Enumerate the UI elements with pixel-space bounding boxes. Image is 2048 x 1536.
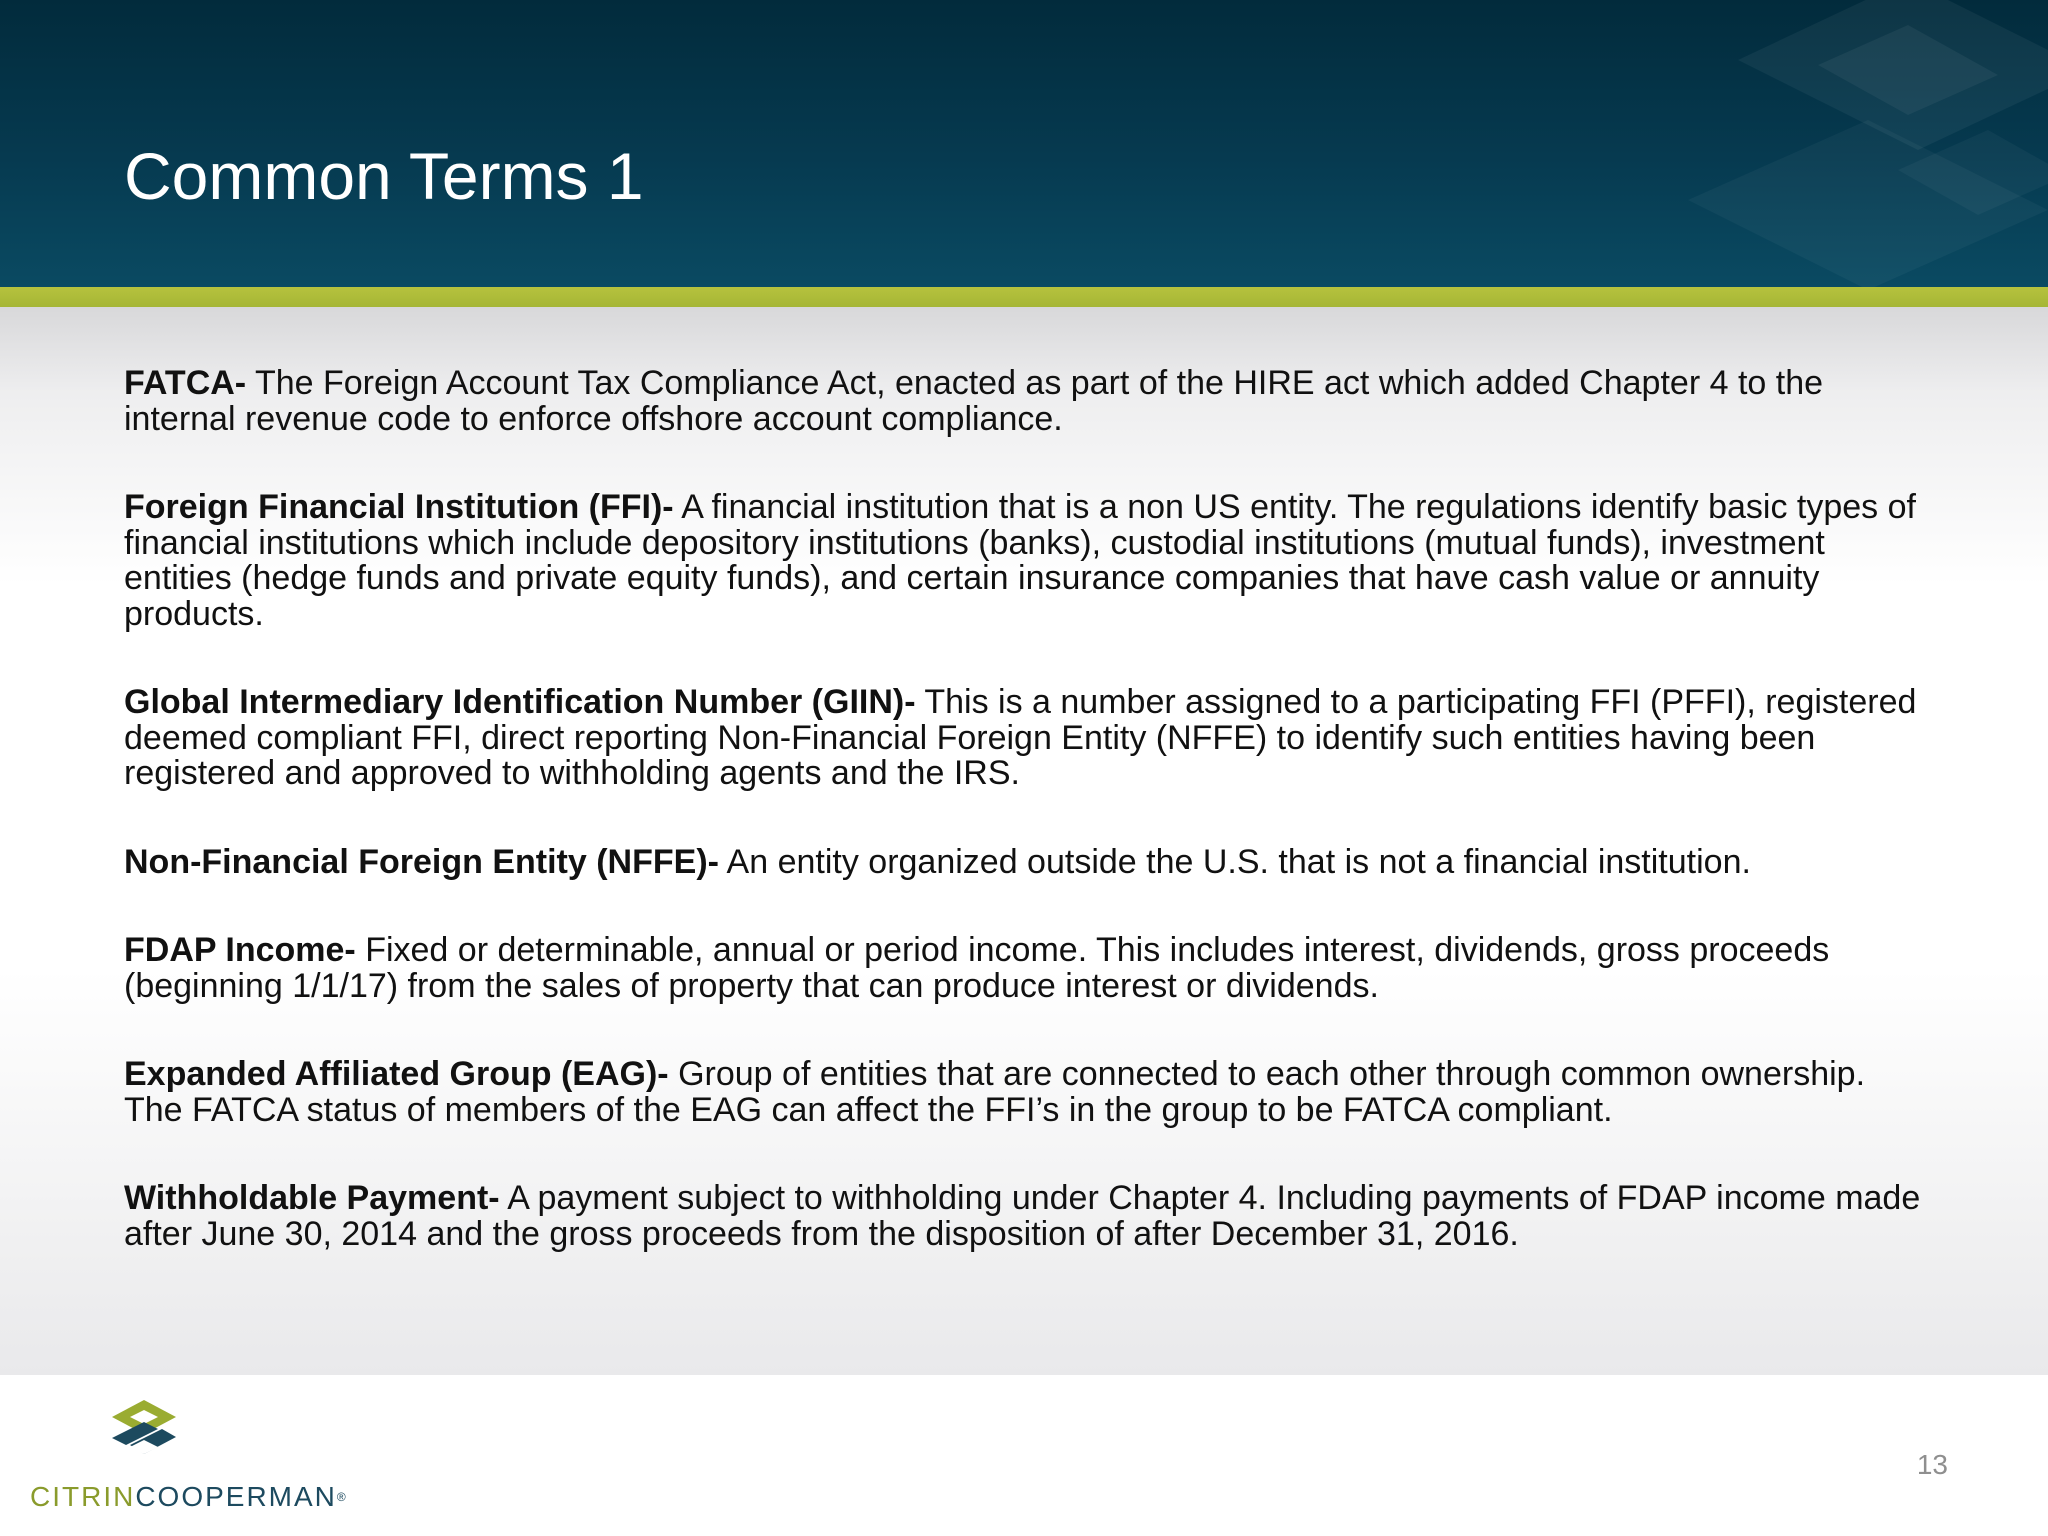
term-nffe bbox=[124, 842, 1924, 881]
term-name: FATCA- bbox=[124, 364, 247, 402]
citrin-cooperman-logo-icon bbox=[96, 1400, 192, 1470]
term-fdap-income bbox=[124, 933, 1924, 1004]
slide-title: Common Terms 1 bbox=[124, 139, 644, 213]
term-name: Withholdable Payment- bbox=[124, 1179, 500, 1217]
header-decoration-icon bbox=[1568, 0, 2048, 287]
term-withholdable-payment bbox=[124, 1181, 1924, 1252]
term-definition: An entity organized outside the U.S. that is not a financial institution. bbox=[718, 842, 1751, 881]
terms-list bbox=[124, 366, 1924, 1305]
header-banner bbox=[0, 0, 2048, 287]
page-number: 13 bbox=[1916, 1449, 1948, 1480]
term-name: Non-Financial Foreign Entity (NFFE)- bbox=[124, 842, 719, 881]
term-name: Expanded Affiliated Group (EAG)- bbox=[124, 1055, 669, 1093]
term-ffi bbox=[124, 490, 1924, 632]
term-name: Global Intermediary Identification Number (GIIN)- bbox=[124, 683, 916, 721]
accent-bar bbox=[0, 287, 2048, 307]
term-definition: Fixed or determinable, annual or period income. This includes interest, dividends, gross proceeds (beginning 1/1/17) from the sales of property that can produce interest or dividends. bbox=[124, 931, 1830, 1005]
term-definition: Group of entities that are connected to each other through common ownership. The FATCA status of members of the EAG can affect the FFI’s in the group to be FATCA compliant. bbox=[124, 1055, 1866, 1129]
term-eag bbox=[124, 1057, 1924, 1128]
company-logo-text bbox=[30, 1480, 348, 1514]
term-giin bbox=[124, 685, 1924, 792]
term-name: FDAP Income- bbox=[124, 931, 356, 969]
term-definition: A financial institution that is a non US entity. The regulations identify basic types of financial institutions which include depository institutions (banks), custodial institutions (mutual funds), investment entities (hedge funds and private equity funds), and certain insurance companies that have cash value or annuity products. bbox=[124, 488, 1916, 633]
term-definition: This is a number assigned to a participating FFI (PFFI), registered deemed compliant FFI, direct reporting Non-Financial Foreign Entity (NFFE) to identify such entities having been registered and approved to withholding agents and the IRS. bbox=[124, 683, 1917, 792]
term-definition: A payment subject to withholding under Chapter 4. Including payments of FDAP income made after June 30, 2014 and the gross proceeds from the disposition of after December 31, 2016. bbox=[124, 1179, 1921, 1253]
term-name: Foreign Financial Institution (FFI)- bbox=[124, 488, 674, 526]
logo-registered-mark: ® bbox=[336, 1490, 348, 1504]
term-fatca bbox=[124, 366, 1924, 437]
logo-cooperman: COOPERMAN bbox=[135, 1481, 337, 1512]
term-definition: The Foreign Account Tax Compliance Act, enacted as part of the HIRE act which added Chapter 4 to the internal revenue code to enforce offshore account compliance. bbox=[124, 364, 1824, 438]
logo-citrin: CITRIN bbox=[30, 1481, 136, 1512]
